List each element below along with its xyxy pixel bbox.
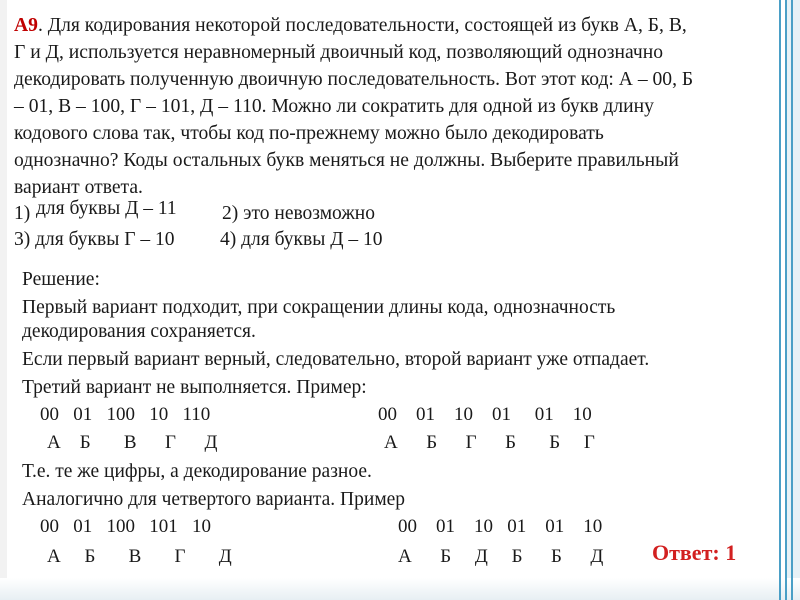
frame-line-2 xyxy=(785,0,787,600)
question-line-2: Г и Д, используется неравномерный двоичный код, позволяющий однозначно xyxy=(14,42,664,63)
question-number: А9 xyxy=(14,15,38,36)
example-1-letters-a: А Б В Г Д xyxy=(47,432,218,453)
example-2-codes-b: 00 01 10 01 01 10 xyxy=(398,516,603,537)
frame-line-1 xyxy=(779,0,781,600)
example-1-codes-b: 00 01 10 01 01 10 xyxy=(378,404,592,425)
solution-heading: Решение: xyxy=(22,269,100,290)
solution-p4: Т.е. те же цифры, а декодирование разное. xyxy=(22,461,372,482)
example-2-letters-b: А Б Д Б Б Д xyxy=(398,546,604,567)
right-frame xyxy=(786,0,800,600)
question-line-5: кодового слова так, чтобы код по-прежнему можно было декодировать xyxy=(14,123,604,144)
solution-p2: Если первый вариант верный, следовательно, второй вариант уже отпадает. xyxy=(22,349,650,370)
option-4: 4) для буквы Д – 10 xyxy=(220,229,383,250)
frame-line-3 xyxy=(791,0,793,600)
bottom-frame xyxy=(0,578,800,600)
example-1-codes-a: 00 01 100 10 110 xyxy=(40,404,211,425)
question-line-3: декодировать полученную двоичную последовательность. Вот этот код: А – 00, Б xyxy=(14,69,694,90)
question-line-6: однозначно? Коды остальных букв меняться не должны. Выберите правильный xyxy=(14,150,679,171)
question-line-7: вариант ответа. xyxy=(14,177,143,198)
option-1-number: 1) xyxy=(14,203,31,224)
solution-p5: Аналогично для четвертого варианта. Пример xyxy=(22,489,406,510)
solution-p1-line-2: декодирования сохраняется. xyxy=(22,321,256,342)
example-1-letters-b: А Б Г Б Б Г xyxy=(384,432,595,453)
option-3: 3) для буквы Г – 10 xyxy=(14,229,175,250)
answer: Ответ: 1 xyxy=(652,540,737,565)
question-line-4: – 01, В – 100, Г – 101, Д – 110. Можно ли сократить для одной из букв длину xyxy=(14,96,654,117)
option-1-text: для буквы Д – 11 xyxy=(36,198,177,219)
solution-p3: Третий вариант не выполняется. Пример: xyxy=(22,377,367,398)
solution-p1-line-1: Первый вариант подходит, при сокращении длины кода, однозначность xyxy=(22,297,616,318)
option-2: 2) это невозможно xyxy=(222,203,375,224)
left-frame xyxy=(0,0,7,600)
example-2-letters-a: А Б В Г Д xyxy=(47,546,232,567)
example-2-codes-a: 00 01 100 101 10 xyxy=(40,516,211,537)
question-line-1: А9. Для кодирования некоторой последовательности, состоящей из букв А, Б, В, xyxy=(14,15,687,36)
